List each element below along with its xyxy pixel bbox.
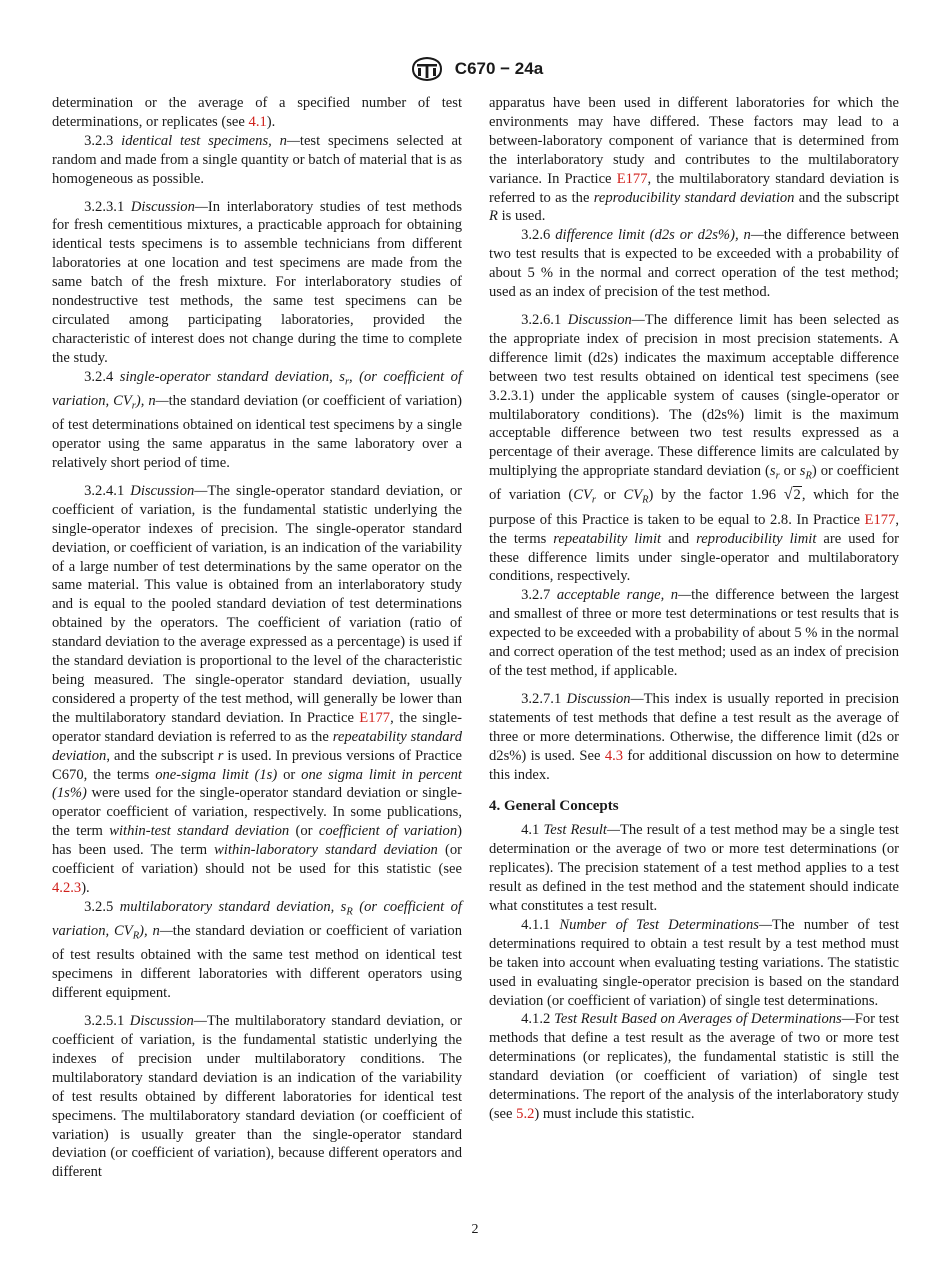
paragraph-continued: determination or the average of a specified number of test determinations, or replicates (see 4.1). xyxy=(52,95,462,130)
section-4-1-2: 4.1.2 Test Result Based on Averages of Determinations—For test methods that define a test result as the average of two or more test determinations (or replicates), the fundamental statistic is still the standard deviation (or coefficient of variation) of single test determinations. The report of the analysis of the interlaboratory study (see 5.2) must include this statistic. xyxy=(489,1011,899,1122)
definition-3-2-4: 3.2.4 single-operator standard deviation, $s_r$, (or coefficient of variation, $CV_r$), n—the standard deviation (or coefficient of variation) of test determinations obtained on identical test specimens by a single operator using the same apparatus in the same laboratory over a relatively short period of time. xyxy=(52,368,463,472)
section-heading-general-concepts: 4. General Concepts xyxy=(489,798,619,815)
discussion-3-2-5-1: 3.2.5.1 Discussion—The multilaboratory standard deviation, or coefficient of variation, is the fundamental statistic underlying the indexes of precision under multilaboratory conditions. The multilaboratory standard deviation is an indication of the variability of test results obtained by different laboratories for identical test specimens. The multilaboratory standard deviation (or coefficient of variation) is usually greater than the single-operator standard deviation (or coefficient of variation), because different operators and different xyxy=(52,1013,462,1181)
link-e177[interactable]: E177 xyxy=(359,709,391,726)
discussion-3-2-6-1: 3.2.6.1 Discussion—The difference limit has been selected as the appropriate index of precision in most precision statements. A difference limit (d2s) indicates the maximum acceptable difference between two test results obtained on identical test specimens (see 3.2.3.1) under the applicable system of causes (single-operator or multilaboratory conditions). The (d2s%) limit is the maximum acceptable difference between two test results expressed as a percentage of their average. These difference limits are calculated by multiplying the appropriate standard deviation ($s_r$ or $s_R$) or coefficient of variation ($CV_r$ or $CV_R$) by the factor 1.96 √2, which for the purpose of this Practice is taken to be equal to 2.8. In Practice E177, the terms repeatability limit and reproducibility limit are used for these difference limits under single-operator and multilaboratory conditions, respectively. xyxy=(489,311,900,585)
definition-3-2-3: 3.2.3 identical test specimens, n—test specimens selected at random and made from a single quantity or batch of material that is as homogeneous as possible. xyxy=(52,132,462,187)
left-column xyxy=(52,94,462,1182)
document-designation: C670 − 24a xyxy=(454,59,544,78)
discussion-3-2-7-1: 3.2.7.1 Discussion—This index is usually reported in precision statements of test methods that define a test result as the average of three or more determinations. Otherwise, the difference limit (d2s or d2s%) is used. See 4.3 for additional discussion on how to determine this index. xyxy=(489,690,900,783)
definition-3-2-6: 3.2.6 difference limit (d2s or d2s%), n—the difference between two test results that is expected to be exceeded with a probability of about 5 % in the normal and correct operation of the test method; used as an index of precision of the test method. xyxy=(489,227,899,301)
section-4-1: 4.1 Test Result—The result of a test method may be a single test determination or the average of two or more test determinations (or replicates). The precision statement of a test method applies to a test result as defined in the test method and the statement should indicate what constitutes a test result. xyxy=(489,822,899,914)
link-4-3[interactable]: 4.3 xyxy=(604,747,624,764)
page-header xyxy=(0,56,950,82)
page-number: 2 xyxy=(471,1222,479,1237)
definition-3-2-5: 3.2.5 multilaboratory standard deviation, $s_R$ (or coefficient of variation, $CV_R$), n—the standard deviation or coefficient of variation of test results obtained with the same test method on identical test specimens in different laboratories with different operators using different equipment. xyxy=(52,898,462,1002)
section-4-1-1: 4.1.1 Number of Test Determinations—The number of test determinations required to obtain a test result by a test method must be taken into account when evaluating testing variations. The statistic used in evaluating single-operator precision is based on the standard deviation (or coefficient of variation) of single test determinations. xyxy=(489,916,899,1009)
discussion-3-2-4-1: 3.2.4.1 Discussion—The single-operator standard deviation, or coefficient of variation, is the fundamental statistic underlying the single-operator indexes of precision. The single-operator standard deviation, or coefficient of variation, is an indication of the variability of a large number of test determinations by the same operator on the same material. This value is obtained from an interlaboratory study and is equal to the pooled standard deviation of test determinations obtained by the operators. The coefficient of variation (ratio of standard deviation to the average expressed as a percentage) is used if the standard deviation is proportional to the level of the characteristic being measured. The single-operator standard deviation, usually considered a property of the test method, will generally be lower than the multilaboratory standard deviation. In Practice E177, the single-operator standard deviation is referred to as the repeatability standard deviation, and the subscript r is used. In previous versions of Practice C670, the terms one-sigma limit (1s) or one sigma limit in percent (1s%) were used for the single-operator standard deviation or single-operator coefficient of variation, respectively. In some publications, the term within-test standard deviation (or coefficient of variation) has been used. The term within-laboratory standard deviation (or coefficient of variation) should not be used for this statistic (see 4.2.3). xyxy=(52,482,463,896)
link-e177-right[interactable]: E177 xyxy=(616,170,648,187)
link-e177-difference[interactable]: E177 xyxy=(864,511,896,528)
square-root-expression: √2 xyxy=(783,486,801,504)
astm-logo-icon xyxy=(407,56,447,82)
definition-3-2-7: 3.2.7 acceptable range, n—the difference between the largest and smallest of three or more test determinations or test results that is expected to be exceeded with a probability of about 5 % in the normal and correct operation of the test method; used as an index of precision of the test method, if applicable. xyxy=(489,587,899,679)
link-4-2-3[interactable]: 4.2.3 xyxy=(52,879,82,896)
link-4-1[interactable]: 4.1 xyxy=(248,113,267,130)
link-5-2[interactable]: 5.2 xyxy=(516,1105,535,1122)
paragraph-continued-right: apparatus have been used in different laboratories for which the environments may have differed. These factors may lead to a between-laboratory component of variance that is determined from the interlaboratory study and contributes to the multilaboratory variance. In Practice E177, the multilaboratory standard deviation is referred to as the reproducibility standard deviation and the subscript R is used. xyxy=(489,95,900,225)
right-column xyxy=(489,94,899,1124)
discussion-3-2-3-1: 3.2.3.1 Discussion—In interlaboratory studies of test methods for fresh cementitious mixtures, a practicable approach for obtaining identical tests specimens is to assemble technicians from different laboratories at one location and test specimens are made from the same batch of the fresh mixture. For interlaboratory studies of nondestructive test methods, the same test specimens can be circulated among participating laboratories, provided the characteristic of interest does not change during the time to complete the study. xyxy=(52,198,462,366)
